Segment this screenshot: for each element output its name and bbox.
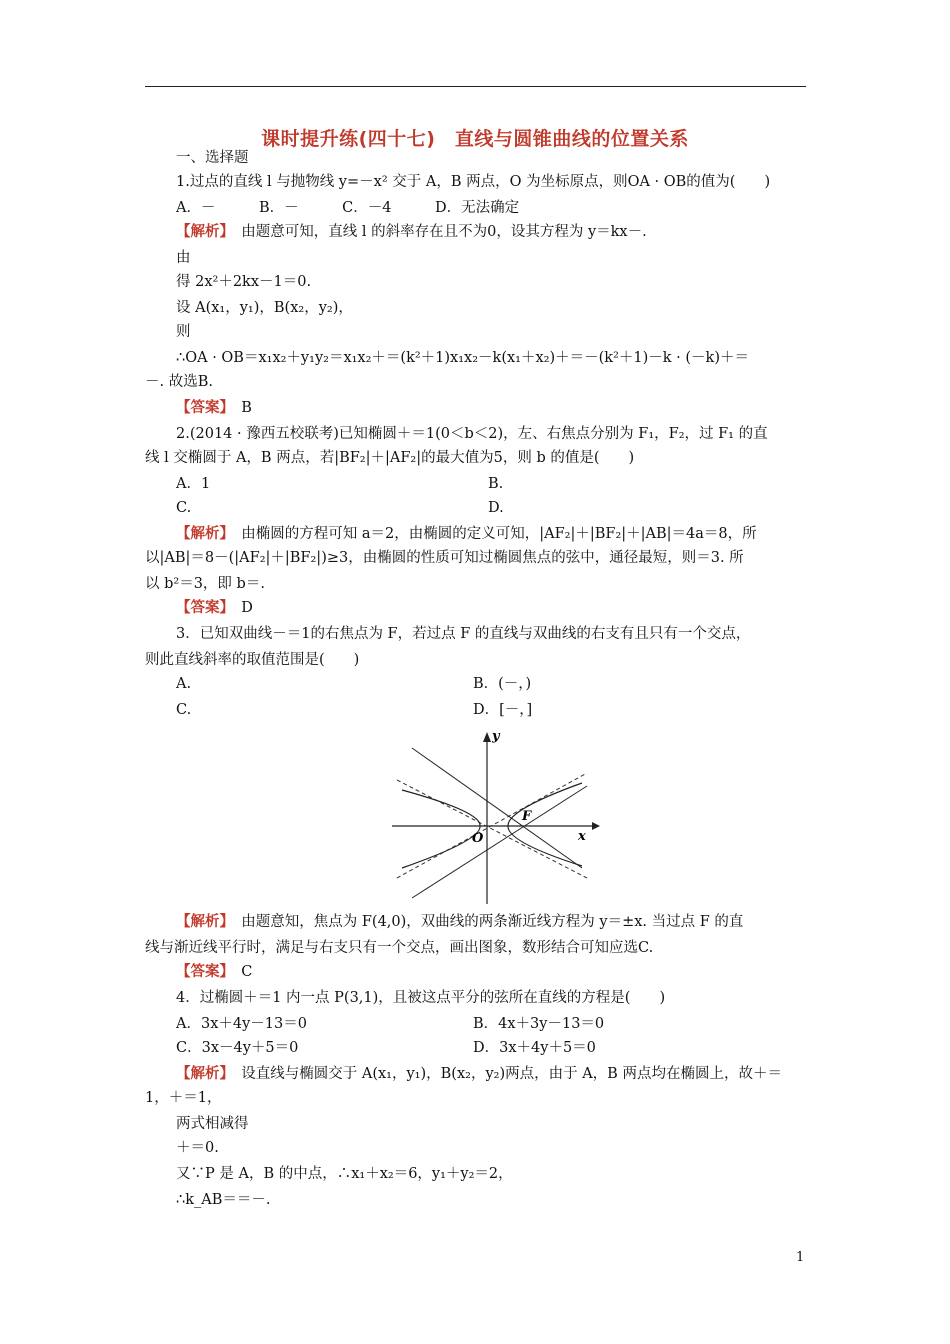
section-tag: 【答案】 xyxy=(176,600,227,616)
section-tag: 【答案】 xyxy=(176,964,227,980)
text-line xyxy=(176,1038,298,1058)
text-line xyxy=(145,1088,221,1108)
line-text: 两式相减得 xyxy=(176,1116,249,1132)
x-axis-label: x xyxy=(578,829,586,844)
text-line xyxy=(176,498,191,518)
x-axis-arrow xyxy=(592,822,600,830)
line-text: ＋＝0. xyxy=(176,1140,219,1156)
line-text: C xyxy=(226,964,253,980)
text-line xyxy=(473,674,531,694)
text-line xyxy=(145,650,359,670)
text-line xyxy=(176,988,665,1008)
text-line xyxy=(176,172,770,192)
y-axis-arrow xyxy=(483,732,491,742)
text-line xyxy=(176,424,768,444)
line-text: 又∵P 是 A，B 的中点，∴x₁＋x₂＝6，y₁＋y₂＝2， xyxy=(176,1166,513,1182)
line-text: A. xyxy=(176,676,192,692)
line-text: A．－ B．－ C．－4 D．无法确定 xyxy=(176,200,520,216)
line-text: 线与渐近线平行时，满足与右支只有一个交点，画出图象，数形结合可知应选C. xyxy=(145,940,654,956)
line-text: A．1 xyxy=(176,476,211,492)
line-text: D xyxy=(226,600,253,616)
text-line xyxy=(176,474,210,494)
hyperbola-right-branch xyxy=(508,783,582,866)
line-text: 线 l 交椭圆于 A，B 两点，若|BF₂|＋|AF₂|的最大值为5，则 b 的值是( ) xyxy=(145,450,635,466)
line-text: 则 xyxy=(176,324,191,340)
text-line xyxy=(473,1038,596,1058)
line-text: B xyxy=(226,400,252,416)
line-text: B. xyxy=(488,476,504,492)
text-line xyxy=(488,474,503,494)
text-line xyxy=(176,248,191,268)
text-line xyxy=(176,222,647,242)
line-text: C．3x－4y＋5＝0 xyxy=(176,1040,299,1056)
line-text: B．4x＋3y－13＝0 xyxy=(473,1016,605,1032)
text-line xyxy=(145,372,213,392)
line-text: 2.(2014 · 豫西五校联考)已知椭圆＋＝1(0＜b＜2)，左、右焦点分别为 F₁，F₂，过 F₁ 的直 xyxy=(176,426,768,442)
line-through-f-1 xyxy=(412,748,582,868)
text-line xyxy=(176,348,749,368)
origin-label: O xyxy=(472,831,484,846)
line-text: 以|AB|＝8－(|AF₂|＋|BF₂|)≥3，由椭圆的性质可知过椭圆焦点的弦中，通径最短，则＝3. 所 xyxy=(145,550,744,566)
header-rule xyxy=(145,86,806,87)
text-line xyxy=(145,938,653,958)
text-line xyxy=(176,1138,219,1158)
text-line xyxy=(176,1064,782,1084)
section-heading: 一、选择题 xyxy=(176,150,249,166)
line-text: 设 A(x₁，y₁)，B(x₂，y₂)， xyxy=(176,300,353,316)
text-line xyxy=(176,1114,249,1134)
section-tag: 【解析】 xyxy=(176,526,227,542)
hyperbola-figure xyxy=(392,728,602,904)
line-text: A．3x＋4y－13＝0 xyxy=(176,1016,307,1032)
line-text: 1.过点的直线 l 与抛物线 y=－x² 交于 A，B 两点，O 为坐标原点，则OA · OB的值为( ) xyxy=(176,174,771,190)
line-text: －. 故选B. xyxy=(145,374,213,390)
text-line xyxy=(176,1164,513,1184)
text-line xyxy=(473,1014,604,1034)
text-line xyxy=(176,598,253,618)
text-line xyxy=(176,322,191,342)
text-line xyxy=(176,524,757,544)
text-line xyxy=(145,448,634,468)
line-text: C. xyxy=(176,702,192,718)
text-line xyxy=(176,624,750,644)
text-line xyxy=(176,1190,271,1210)
line-text: D. xyxy=(488,500,504,516)
line-through-f-2 xyxy=(412,786,587,898)
line-text: ∴OA · OB＝x₁x₂＋y₁y₂＝x₁x₂＋＝(k²＋1)x₁x₂－k(x₁＋x₂)＋＝－(k²＋1)－k · (－k)＋＝ xyxy=(176,350,749,366)
section-tag: 【解析】 xyxy=(176,1066,227,1082)
section-tag: 【答案】 xyxy=(176,400,227,416)
y-axis-label: y xyxy=(492,729,500,744)
text-line xyxy=(176,1014,307,1034)
text-line xyxy=(176,962,252,982)
page-number: 1 xyxy=(796,1250,805,1265)
line-text: ∴k_AB＝＝－. xyxy=(176,1192,271,1208)
line-text: 由椭圆的方程可知 a＝2，由椭圆的定义可知，|AF₂|＋|BF₂|＋|AB|＝4a＝8，所 xyxy=(226,526,757,542)
line-text: B．(－，) xyxy=(473,676,532,692)
text-line xyxy=(176,398,252,418)
text-line xyxy=(145,548,744,568)
text-line xyxy=(176,674,191,694)
line-text: 设直线与椭圆交于 A(x₁，y₁)，B(x₂，y₂)两点，由于 A，B 两点均在椭圆上，故＋＝ xyxy=(226,1066,782,1082)
text-line xyxy=(176,912,743,932)
page-title: 课时提升练(四十七) 直线与圆锥曲线的位置关系 xyxy=(261,128,689,150)
text-line xyxy=(176,272,311,292)
text-line xyxy=(145,574,265,594)
line-text: 由题意可知，直线 l 的斜率存在且不为0，设其方程为 y＝kx－. xyxy=(226,224,647,240)
line-text: 3．已知双曲线－＝1的右焦点为 F，若过点 F 的直线与双曲线的右支有且只有一个交点， xyxy=(176,626,751,642)
line-text: 以 b²＝3，即 b＝. xyxy=(145,576,265,592)
text-line xyxy=(176,198,519,218)
line-text: 4．过椭圆＋＝1 内一点 P(3,1)，且被这点平分的弦所在直线的方程是( ) xyxy=(176,990,666,1006)
line-text: C. xyxy=(176,500,192,516)
line-text: D．[－，] xyxy=(473,702,533,718)
focus-label: F xyxy=(522,809,532,824)
asymptote-1 xyxy=(397,780,587,878)
line-text: D．3x＋4y＋5＝0 xyxy=(473,1040,596,1056)
line-text: 得 2x²＋2kx－1＝0. xyxy=(176,274,312,290)
text-line xyxy=(176,298,353,318)
text-line xyxy=(473,700,532,720)
section-tag: 【解析】 xyxy=(176,914,227,930)
line-text: 1，＋＝1， xyxy=(145,1090,222,1106)
line-text: 由 xyxy=(176,250,191,266)
section-tag: 【解析】 xyxy=(176,224,227,240)
line-text: 由题意知，焦点为 F(4,0)，双曲线的两条渐近线方程为 y＝±x. 当过点 F 的直 xyxy=(226,914,744,930)
text-line xyxy=(488,498,504,518)
hyperbola-left-branch xyxy=(402,790,480,868)
line-text: 则此直线斜率的取值范围是( ) xyxy=(145,652,360,668)
text-line xyxy=(176,700,191,720)
